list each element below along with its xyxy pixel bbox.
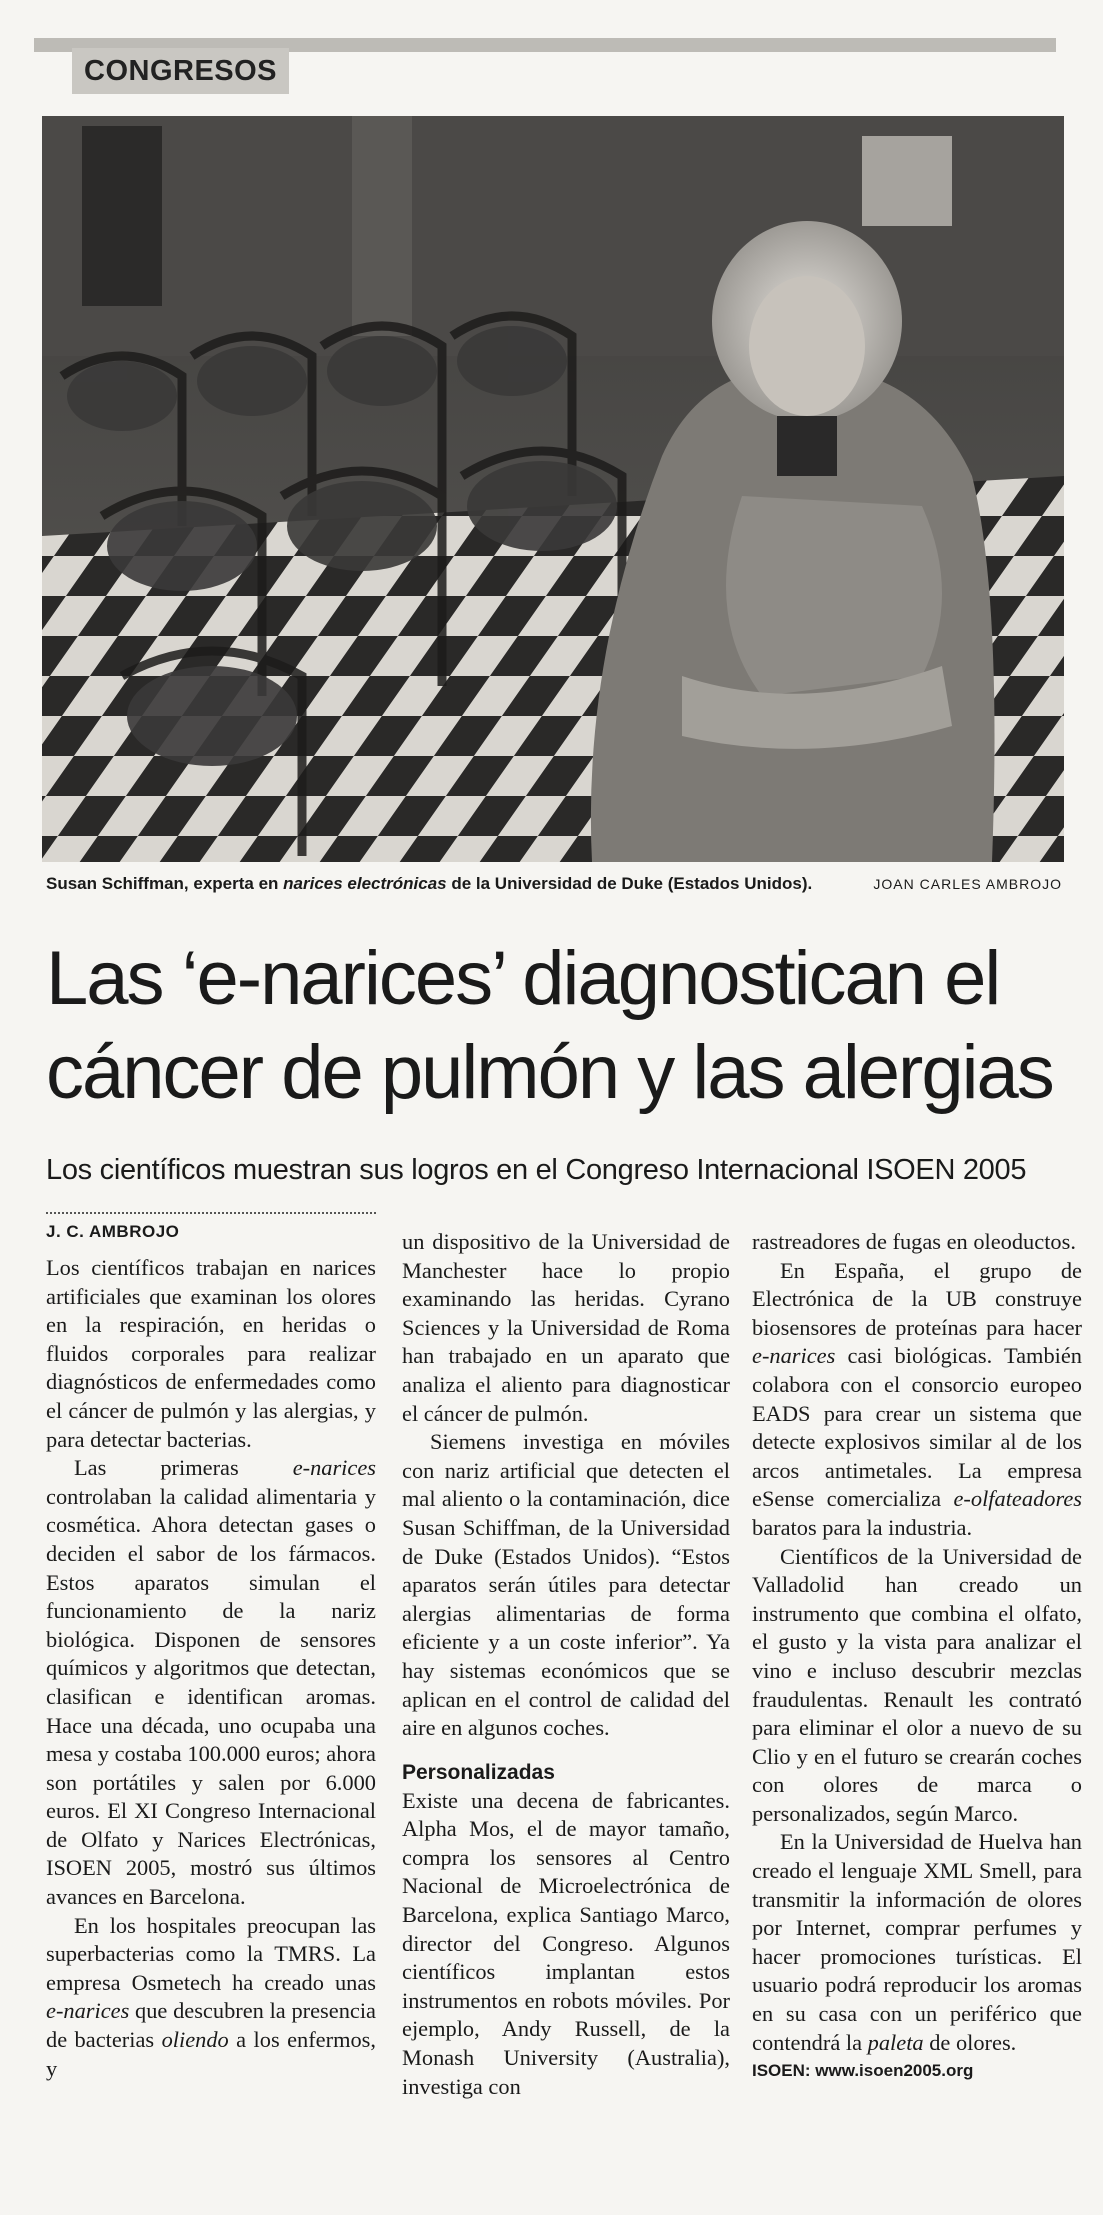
article-headline bbox=[46, 932, 1066, 1120]
article-column-1 bbox=[46, 1254, 376, 2083]
caption-text: Susan Schiffman, experta en bbox=[46, 874, 284, 893]
byline-rule bbox=[46, 1212, 376, 1214]
isoen-link[interactable]: ISOEN: www.isoen2005.org bbox=[752, 2061, 974, 2081]
paragraph: En los hospitales preocupan las superbacterias como la TMRS. La empresa Osmetech ha creado unas e-narices que descubren la presencia de bacterias oliendo a los enfermos, y bbox=[46, 1912, 376, 2081]
headline-line-1: Las ‘e-narices’ diagnostican el bbox=[46, 936, 1000, 1021]
paragraph: rastreadores de fugas en oleoductos. bbox=[752, 1229, 1076, 1254]
photo-illustration bbox=[42, 116, 1064, 862]
paragraph: un dispositivo de la Universidad de Manchester hace lo propio examinando las heridas. Cyrano Sciences y la Universidad de Roma han trabajado en un aparato que analiza el aliento para diagnosticar el cáncer de pulmón. bbox=[402, 1229, 730, 1426]
paragraph: Siemens investiga en móviles con nariz artificial que detecten el mal aliento o la contaminación, dice Susan Schiffman, de la Universidad de Duke (Estados Unidos). “Estos aparatos serán útiles para detectar alergias alimentarias de forma eficiente y a un coste inferior”. Ya hay sistemas económicos que se aplican en el control de calidad del aire en algunos coches. bbox=[402, 1429, 730, 1741]
paragraph: Las primeras e-narices controlaban la calidad alimentaria y cosmética. Ahora detectan gases o deciden el sabor de los fármacos. Estos aparatos simulan el funcionamiento de la nariz biológica. Disponen de sensores químicos y algoritmos que detectan, clasifican e identifican aromas. Hace una década, uno ocupaba una mesa y costaba 100.000 euros; ahora son portátiles y salen por 6.000 euros. El XI Congreso Internacional de Olfato y Narices Electrónicas, ISOEN 2005, mostró sus últimos avances en Barcelona. bbox=[46, 1455, 376, 1910]
headline-line-2: cáncer de pulmón y las alergias bbox=[46, 1030, 1053, 1115]
caption-text-rest: de la Universidad de Duke (Estados Unidos). bbox=[446, 874, 813, 893]
paragraph: En España, el grupo de Electrónica de la UB construye biosensores de proteínas para hacer e-narices casi biológicas. También colabora con el consorcio europeo EADS para crear un sistema que detecte explosivos similar al de los arcos antimetales. La empresa eSense comercializa e-olfateadores baratos para la industria. bbox=[752, 1257, 1082, 1540]
byline: J. C. AMBROJO bbox=[46, 1222, 180, 1241]
article-photo bbox=[42, 116, 1064, 862]
section-label: CONGRESOS bbox=[72, 48, 289, 94]
paragraph: En la Universidad de Huelva han creado el lenguaje XML Smell, para transmitir la información de olores por Internet, comprar perfumes y hacer promociones turísticas. El usuario podrá reproducir los aromas en su casa con un periférico que contendrá la paleta de olores. bbox=[752, 1829, 1082, 2055]
paragraph: Existe una decena de fabricantes. Alpha Mos, el de mayor tamaño, compra los sensores al Centro Nacional de Microelectrónica de Barcelona, explica Santiago Marco, director del Congreso. Algunos científicos implantan estos instrumentos en robots móviles. Por ejemplo, Andy Russell, de la Monash University (Australia), investiga con bbox=[402, 1787, 730, 2099]
section-subtitle: Personalizadas bbox=[402, 1760, 555, 1784]
paragraph: Los científicos trabajan en narices artificiales que examinan los olores en la respiración, en heridas o fluidos corporales para realizar diagnósticos de enfermedades como el cáncer de pulmón y las alergias, y para detectar bacterias. bbox=[46, 1255, 376, 1452]
article-column-3 bbox=[752, 1228, 1082, 2083]
caption-italic: narices electrónicas bbox=[283, 874, 447, 893]
photo-caption bbox=[46, 868, 1062, 900]
photo-credit: JOAN CARLES AMBROJO bbox=[873, 876, 1062, 892]
article-column-2 bbox=[402, 1228, 730, 2101]
paragraph: Científicos de la Universidad de Valladolid han creado un instrumento que combina el olfato, el gusto y la vista para analizar el vino e incluso descubrir mezclas fraudulentas. Renault les contrató para eliminar el olor a nuevo de su Clio y en el futuro se crearán coches con olores de marca o personalizados, según Marco. bbox=[752, 1543, 1082, 1826]
article-subheadline: Los científicos muestran sus logros en el Congreso Internacional ISOEN 2005 bbox=[46, 1154, 1027, 1186]
